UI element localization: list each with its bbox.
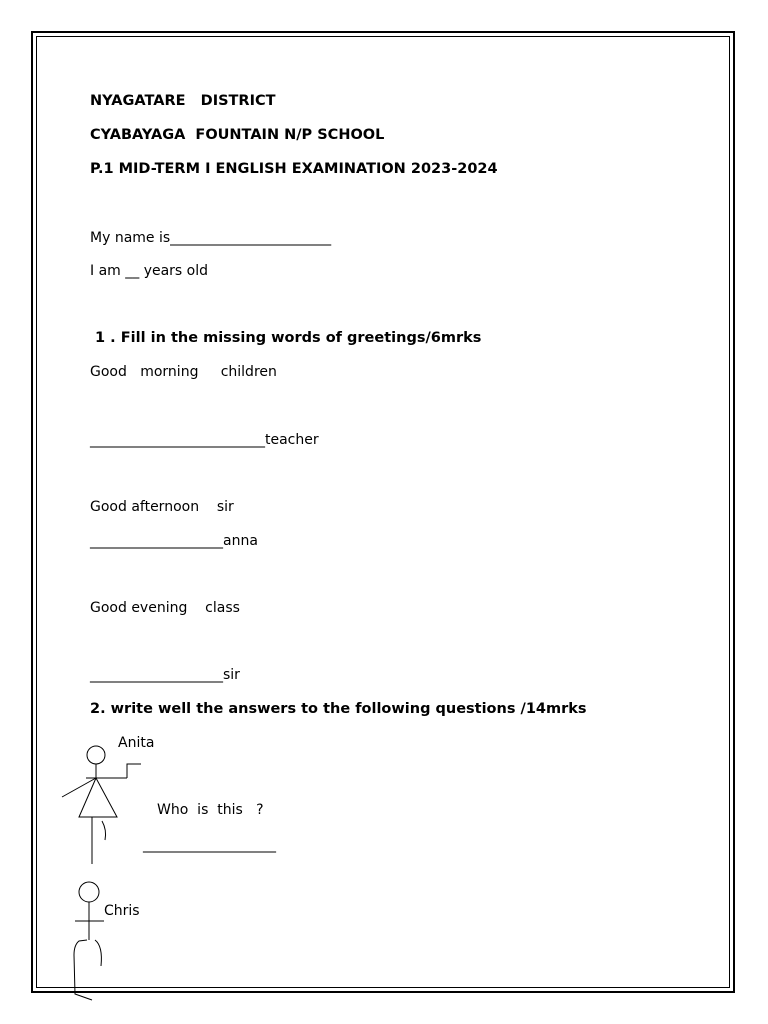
section2-heading: 2. write well the answers to the following questions /14mrks (90, 701, 587, 717)
section1-heading: 1 . Fill in the missing words of greetings/6mrks (90, 330, 482, 346)
greeting-response: ___________________sir (90, 667, 240, 683)
figure-label-anita: Anita (118, 735, 155, 751)
exam-title: P.1 MID-TERM I ENGLISH EXAMINATION 2023-2024 (90, 161, 498, 177)
greeting-response: ___________________anna (90, 533, 258, 549)
district-title: NYAGATARE DISTRICT (90, 93, 276, 109)
figure-label-chris: Chris (104, 903, 140, 919)
school-title: CYABAYAGA FOUNTAIN N/P SCHOOL (90, 127, 385, 143)
greeting-response: _________________________teacher (90, 432, 319, 448)
greeting-item: Good afternoon sir (90, 499, 234, 515)
stick-figure-boy (74, 882, 104, 1000)
question-who-is-this: Who is this ? (157, 802, 264, 818)
answer-line: ___________________ (143, 837, 276, 853)
age-line: I am __ years old (90, 263, 209, 279)
greeting-item: Good morning children (90, 364, 277, 380)
stick-figure-girl (62, 746, 141, 864)
name-line: My name is_______________________ (90, 230, 332, 246)
greeting-item: Good evening class (90, 600, 240, 616)
